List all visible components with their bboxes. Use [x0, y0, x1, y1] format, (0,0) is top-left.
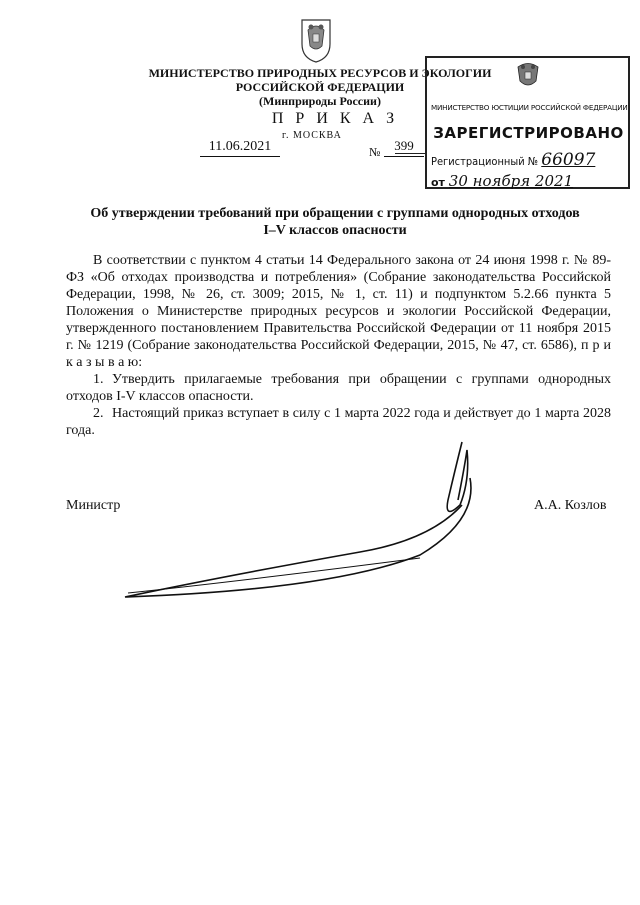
list-item: [66, 405, 611, 439]
title-line1: Об утверждении требований при обращении с группами однородных отходов: [90, 206, 580, 221]
signer-role: Министр: [66, 498, 121, 513]
stamp-from-label: от: [431, 176, 445, 189]
coat-of-arms-icon: [296, 16, 336, 64]
doc-type: П Р И К А З: [271, 110, 399, 127]
number-sign: №: [369, 145, 381, 159]
stamp-registered: ЗАРЕГИСТРИРОВАНО: [433, 124, 624, 142]
stamp-date-row: [431, 172, 573, 190]
ministry-line1: МИНИСТЕРСТВО ПРИРОДНЫХ РЕСУРСОВ И ЭКОЛОГИИ: [148, 66, 492, 80]
order-date: 11.06.2021: [200, 139, 280, 157]
stamp-reg-label: Регистрационный №: [431, 155, 539, 168]
order-number: 399: [384, 138, 424, 157]
signer-name: А.А. Козлов: [534, 498, 607, 513]
preamble: В соответствии с пунктом 4 статьи 14 Федерального закона от 24 июня 1998 г. № 89-ФЗ «Об отходах производства и потребления» (Собрание законодательства Российской Федерации, 1998, № 26, ст. 3009; 2015, № 1, ст. 11) и подпунктом 5.2.66 пункта 5 Положения о Министерстве природных ресурсов и экологии Российской Федерации, утвержденного постановлением Правительства Российской Федерации от 11 ноября 2015 г. № 1219 (Собрание законодательства Российской Федерации, 2015, № 47, ст. 6586), п р и к а з ы в а ю:: [66, 253, 611, 370]
item-text: Настоящий приказ вступает в силу с 1 марта 2022 года и действует до 1 марта 2028 года.: [66, 406, 611, 438]
order-body: [66, 252, 611, 439]
list-item: [66, 371, 611, 405]
city: г. МОСКВА: [282, 130, 342, 141]
order-title: [60, 205, 610, 239]
coat-of-arms-icon: [513, 61, 543, 91]
ministry-line2: РОССИЙСКОЙ ФЕДЕРАЦИИ: [235, 80, 405, 94]
item-text: Утвердить прилагаемые требования при обращении с группами однородных отходов I-V классов опасности.: [66, 372, 611, 404]
item-number: 2.: [93, 406, 104, 421]
ministry-short: (Минприроды России): [259, 94, 381, 108]
item-number: 1.: [93, 372, 104, 387]
stamp-reg-number: 66097: [541, 150, 596, 170]
stamp-ministry: МИНИСТЕРСТВО ЮСТИЦИИ РОССИЙСКОЙ ФЕДЕРАЦИИ: [431, 103, 628, 112]
title-line2: I–V классов опасности: [263, 223, 407, 238]
stamp-reg-date: 30 ноября 2021: [448, 172, 574, 190]
registration-stamp: [425, 56, 630, 189]
stamp-reg-number-row: [431, 150, 595, 170]
stamp-connector-line: [395, 153, 427, 154]
